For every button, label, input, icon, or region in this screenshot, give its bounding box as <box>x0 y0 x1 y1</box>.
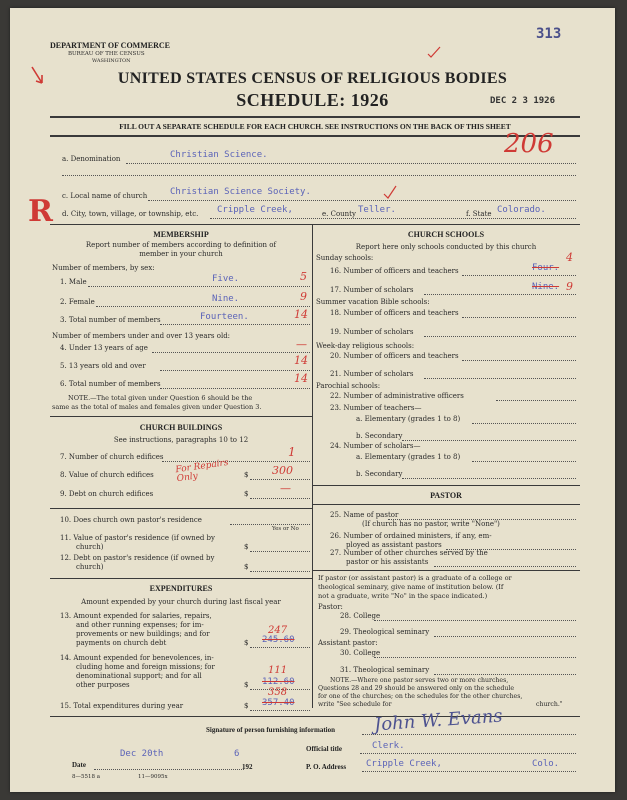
total-members-6-label: 6. Total number of members <box>60 380 161 388</box>
q16-typed-value: Four. <box>532 263 560 273</box>
q28-label: 28. College <box>340 612 381 620</box>
age-groups-label: Number of members under and over 13 years old: <box>52 332 231 340</box>
pastor-heading: PASTOR <box>430 491 462 500</box>
q9-line <box>250 498 310 499</box>
q23-label: 23. Number of teachers— <box>330 404 422 412</box>
official-title-value: Clerk. <box>372 741 405 751</box>
q25-label: 25. Name of pastor <box>330 511 399 519</box>
q8-label: 8. Value of church edifices <box>60 471 154 479</box>
received-date-stamp: DEC 2 3 1926 <box>490 96 556 106</box>
q23a-line <box>472 423 576 424</box>
q8-handwritten-note: For Repairs Only <box>174 457 230 485</box>
section-rule <box>50 224 580 225</box>
q11-label-1: 11. Value of pastor's residence (if owned by <box>60 534 215 542</box>
q23b-label: b. Secondary <box>356 432 403 440</box>
signature-line <box>362 734 576 735</box>
q22-label: 22. Number of administrative officers <box>330 392 464 400</box>
official-title-line <box>360 753 576 754</box>
q19-line <box>424 336 576 337</box>
denomination-line <box>126 163 576 164</box>
total-members-line <box>160 324 310 325</box>
q13-line-2: and other running expenses; for im- <box>76 621 204 629</box>
male-line <box>88 286 310 287</box>
pastor-graduate-rule <box>312 570 580 571</box>
graduate-instruction-3: not a graduate, write "No" in the space indicated.) <box>318 592 488 600</box>
over-13-label: 5. 13 years old and over <box>60 362 146 370</box>
po-address-state: Colo. <box>532 759 560 769</box>
q14-handwritten: 111 <box>268 665 288 676</box>
q13-typed-value: 245.60 <box>262 635 295 645</box>
city-label: WASHINGTON <box>92 58 131 64</box>
handwritten-code-number: 206 <box>504 129 554 159</box>
q10-hint: Yes or No <box>272 526 299 532</box>
over-13-line <box>160 370 310 371</box>
date-value: Dec 20th <box>120 749 164 759</box>
q11-line <box>250 551 310 552</box>
local-name-line <box>148 200 576 201</box>
q13-handwritten: 247 <box>268 625 288 636</box>
census-schedule-page <box>10 8 615 792</box>
over-13-handwritten: 14 <box>294 354 308 367</box>
form-title: UNITED STATES CENSUS OF RELIGIOUS BODIES <box>117 70 508 87</box>
q15-label: 15. Total expenditures during year <box>60 702 184 710</box>
male-label: 1. Male <box>60 278 87 286</box>
q14-typed-value: 112.60 <box>262 677 295 687</box>
q11-dollar: $ <box>244 543 249 551</box>
q17-line <box>424 294 576 295</box>
under-13-handwritten: — <box>296 338 307 351</box>
q10-label: 10. Does church own pastor's residence <box>60 516 202 524</box>
total-members-6-line <box>160 388 310 389</box>
male-typed-value: Five. <box>212 274 240 284</box>
q30-line <box>374 657 576 658</box>
q22-line <box>496 400 576 401</box>
male-handwritten-value: 5 <box>300 270 307 283</box>
q14-line-1: 14. Amount expended for benevolences, in- <box>60 654 214 662</box>
q14-dollar: $ <box>244 681 249 689</box>
q27-line <box>434 566 576 567</box>
print-number: 11—9095x <box>138 774 168 780</box>
total-6-handwritten: 14 <box>294 372 308 385</box>
q24a-line <box>472 461 576 462</box>
date-line <box>94 769 244 770</box>
graduate-instruction-1: If pastor (or assistant pastor) is a graduate of a college or <box>318 574 512 582</box>
q16-line <box>462 275 576 276</box>
schedule-title: SCHEDULE: 1926 <box>236 90 389 110</box>
expenditures-rule-top <box>50 578 312 579</box>
q24b-label: b. Secondary <box>356 470 403 478</box>
q18-line <box>462 317 576 318</box>
q15-handwritten: 358 <box>268 687 288 698</box>
pastor-note-4: write "See schedule for <box>318 701 392 708</box>
q27-label-2: pastor or his assistants <box>346 558 429 566</box>
q26-label-1: 26. Number of ordained ministers, if any, em- <box>330 532 492 540</box>
q27-label-1: 27. Number of other churches served by the <box>330 549 488 557</box>
q7-label: 7. Number of church edifices <box>60 453 164 461</box>
city-label: d. City, town, village, or township, etc. <box>62 210 199 218</box>
q18-label: 18. Number of officers and teachers <box>330 309 459 317</box>
q13-line <box>250 647 310 648</box>
header-rule-top <box>50 116 580 118</box>
q9-handwritten: — <box>280 482 291 495</box>
q8-dollar: $ <box>244 471 249 479</box>
q14-line-2: cluding home and foreign missions; for <box>76 663 215 671</box>
year-prefix: 192 <box>242 763 253 771</box>
city-line <box>210 218 576 219</box>
q16-handwritten: 4 <box>566 251 573 264</box>
city-value: Cripple Creek, <box>217 205 293 215</box>
q25-hint: (If church has no pastor, write "None") <box>362 520 500 528</box>
q17-typed-value: Nine. <box>532 282 560 292</box>
total-typed-value: Fourteen. <box>200 312 249 322</box>
female-handwritten-value: 9 <box>300 290 307 303</box>
q12-line <box>250 571 310 572</box>
instruction-line: FILL OUT A SEPARATE SCHEDULE FOR EACH CHURCH. SEE INSTRUCTIONS ON THE BACK OF THIS SHEET <box>119 122 511 131</box>
buildings-heading: CHURCH BUILDINGS <box>139 423 223 432</box>
q13-line-1: 13. Amount expended for salaries, repairs, <box>60 612 212 620</box>
q24-label: 24. Number of scholars— <box>330 442 421 450</box>
po-address-line <box>362 771 576 772</box>
expenditures-heading: EXPENDITURES <box>149 584 213 593</box>
members-by-sex-label: Number of members, by sex: <box>52 264 155 272</box>
q17-handwritten: 9 <box>566 280 573 293</box>
q20-label: 20. Number of officers and teachers <box>330 352 459 360</box>
pastor-note-3: for one of the churches; on the schedules for the other churches, <box>318 693 523 700</box>
membership-rule <box>50 416 312 417</box>
document-number: 313 <box>536 26 562 42</box>
schools-heading: CHURCH SCHOOLS <box>407 230 485 239</box>
q29-label: 29. Theological seminary <box>340 628 430 636</box>
pastor-note-5: church." <box>536 701 563 708</box>
q26-label-2: ployed as assistant pastors <box>346 541 442 549</box>
q15-dollar: $ <box>244 702 249 710</box>
red-check-mark <box>426 44 442 63</box>
membership-note-2: same as the total of males and females given under Question 3. <box>52 403 262 411</box>
q7-handwritten: 1 <box>288 445 296 459</box>
parochial-schools-label: Parochial schools: <box>316 382 381 390</box>
q8-line <box>250 479 310 480</box>
po-address-label: P. O. Address <box>306 763 347 771</box>
female-line <box>96 306 310 307</box>
pastor-note-1: NOTE.—Where one pastor serves two or more churches, <box>330 677 509 684</box>
q13-line-4: payments on church debt <box>76 639 167 647</box>
weekday-schools-label: Week-day religious schools: <box>316 342 415 350</box>
state-value: Colorado. <box>497 205 546 215</box>
q15-line <box>250 710 310 711</box>
q24b-line <box>402 478 576 479</box>
q13-line-3: provements or new buildings; and for <box>76 630 210 638</box>
date-label: Date <box>72 761 86 769</box>
q24a-label: a. Elementary (grades 1 to 8) <box>356 453 461 461</box>
local-name-label: c. Local name of church <box>62 192 148 200</box>
q21-line <box>424 378 576 379</box>
q12-dollar: $ <box>244 563 249 571</box>
female-label: 2. Female <box>60 298 95 306</box>
q11-label-2: church) <box>76 543 104 551</box>
buildings-rule <box>50 508 312 509</box>
q21-label: 21. Number of scholars <box>330 370 414 378</box>
q9-dollar: $ <box>244 490 249 498</box>
county-label: e. County <box>322 210 356 218</box>
q10-line <box>230 524 310 525</box>
assistant-pastor-label: Assistant pastor: <box>318 639 378 647</box>
pastor-rule-top <box>312 485 580 486</box>
schools-subtitle: Report here only schools conducted by this church <box>355 243 537 251</box>
signature-label: Signature of person furnishing information <box>206 726 335 734</box>
q23b-line <box>402 440 576 441</box>
q13-dollar: $ <box>244 639 249 647</box>
q8-handwritten-value: 300 <box>272 464 293 477</box>
total-handwritten-value: 14 <box>294 308 308 321</box>
q23a-label: a. Elementary (grades 1 to 8) <box>356 415 461 423</box>
q17-label: 17. Number of scholars <box>330 286 414 294</box>
buildings-subtitle: See instructions, paragraphs 10 to 12 <box>113 436 249 444</box>
membership-note-1: NOTE.—The total given under Question 6 should be the <box>68 394 253 402</box>
q29-line <box>434 636 576 637</box>
q12-label-2: church) <box>76 563 104 571</box>
q31-label: 31. Theological seminary <box>340 666 430 674</box>
pastor-section-label: Pastor: <box>318 603 343 611</box>
official-title-label: Official title <box>306 745 342 753</box>
under-13-line <box>152 352 310 353</box>
q12-label-1: 12. Debt on pastor's residence (if owned by <box>60 554 215 562</box>
signature: John W. Evans <box>373 705 504 736</box>
denomination-label: a. Denomination <box>62 155 121 163</box>
local-name-check-mark <box>382 184 398 204</box>
denomination-line-2 <box>62 175 576 176</box>
header-rule-bottom <box>50 135 580 137</box>
expenditures-subtitle: Amount expended by your church during last fiscal year <box>81 598 281 606</box>
q28-line <box>374 620 576 621</box>
sunday-schools-label: Sunday schools: <box>316 254 374 262</box>
q30-label: 30. College <box>340 649 381 657</box>
membership-subtitle-2: member in your church <box>139 250 223 258</box>
denomination-value: Christian Science. <box>170 150 268 160</box>
q9-label: 9. Debt on church edifices <box>60 490 154 498</box>
membership-heading: MEMBERSHIP <box>153 230 209 239</box>
q16-label: 16. Number of officers and teachers <box>330 267 459 275</box>
pastor-note-2: Questions 28 and 29 should be answered only on the schedule <box>318 685 515 692</box>
graduate-instruction-2: theological seminary, give name of institution below. (If <box>318 583 504 591</box>
local-name-value: Christian Science Society. <box>170 187 311 197</box>
year-digit: 6 <box>234 749 240 759</box>
summer-schools-label: Summer vacation Bible schools: <box>316 298 430 306</box>
female-typed-value: Nine. <box>212 294 240 304</box>
red-margin-mark: R <box>28 194 53 229</box>
under-13-label: 4. Under 13 years of age <box>60 344 148 352</box>
q14-line-3: denominational support; and for all <box>76 672 202 680</box>
q19-label: 19. Number of scholars <box>330 328 414 336</box>
q31-line <box>434 674 576 675</box>
membership-subtitle-1: Report number of members according to definition of <box>85 241 277 249</box>
form-number: 8—5518 a <box>72 774 101 780</box>
pastor-heading-rule <box>312 504 580 505</box>
q14-line-4: other purposes <box>76 681 130 689</box>
po-address-value: Cripple Creek, <box>366 759 442 769</box>
total-members-label: 3. Total number of members <box>60 316 161 324</box>
column-divider <box>312 224 313 708</box>
q15-typed-value: 357.40 <box>262 698 295 708</box>
department-label: DEPARTMENT OF COMMERCE <box>50 41 171 50</box>
bureau-label: BUREAU OF THE CENSUS <box>68 51 145 57</box>
county-value: Teller. <box>358 205 396 215</box>
q20-line <box>462 360 576 361</box>
state-label: f. State <box>466 210 492 218</box>
